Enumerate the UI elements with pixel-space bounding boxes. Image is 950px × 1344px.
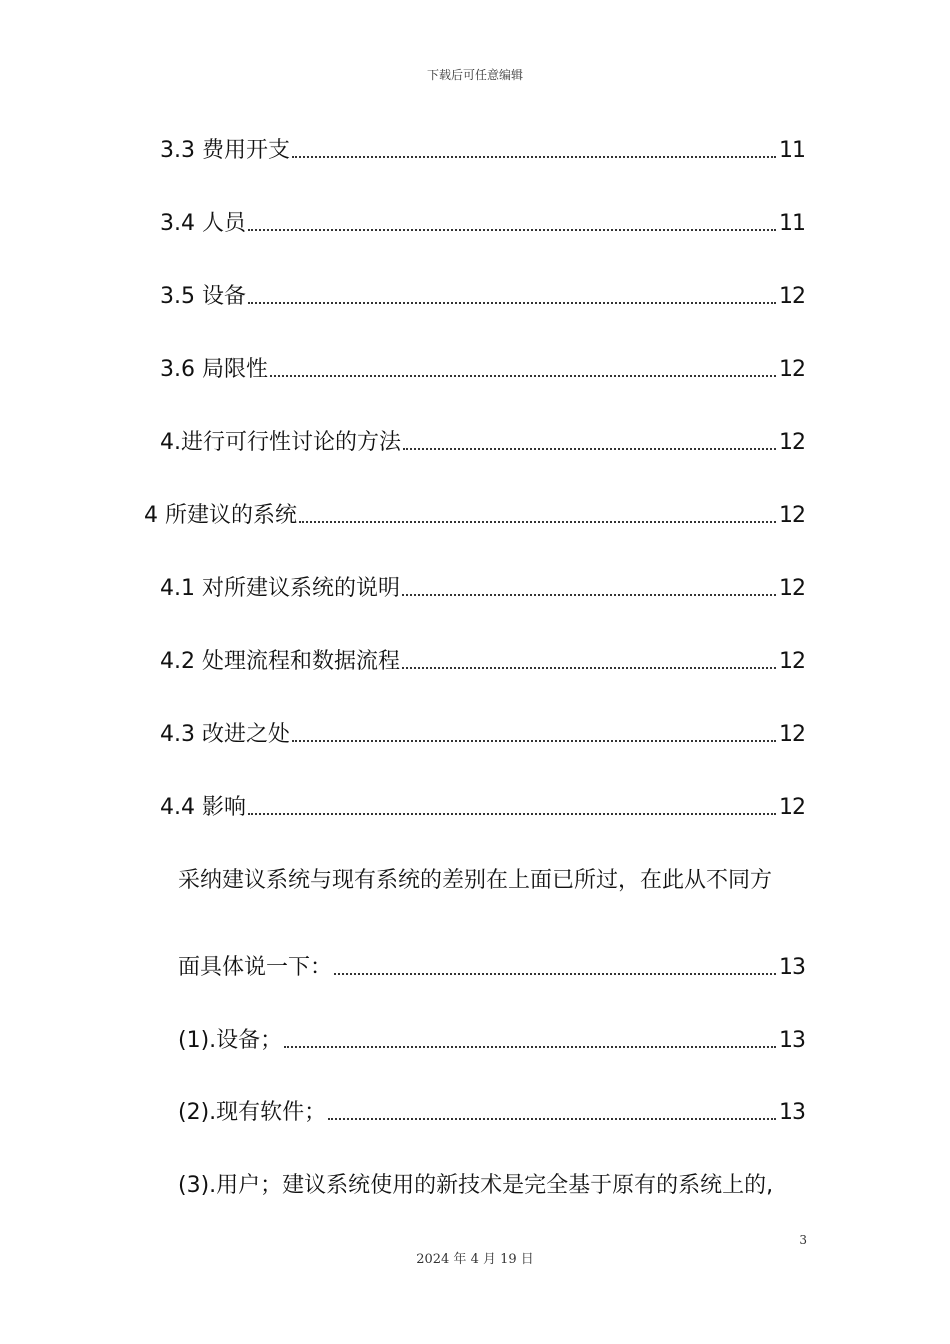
toc-dot-leader [284, 1046, 776, 1048]
toc-dot-leader [402, 594, 776, 596]
toc-dot-leader [292, 156, 776, 158]
toc-entry-label: 3.4 人员 [160, 211, 246, 236]
toc-entry-4-method[interactable] [160, 428, 805, 458]
toc-entry-page: 13 [779, 1100, 805, 1125]
toc-sub-entry-overview[interactable] [178, 953, 805, 983]
toc-sub-entry-software[interactable] [178, 1098, 805, 1128]
toc-entry-3-5[interactable] [160, 282, 805, 312]
toc-entry-page: 13 [779, 955, 805, 980]
toc-entry-3-6[interactable] [160, 355, 805, 385]
toc-entry-label: 4 所建议的系统 [144, 503, 297, 528]
toc-entry-4-3[interactable] [160, 720, 805, 750]
toc-entry-page: 12 [779, 284, 805, 309]
toc-entry-page: 12 [779, 430, 805, 455]
toc-entry-label: 4.4 影响 [160, 795, 246, 820]
toc-entry-label: 4.2 处理流程和数据流程 [160, 649, 400, 674]
toc-entry-label: 3.6 局限性 [160, 357, 268, 382]
toc-entry-label: (1).设备； [178, 1028, 283, 1053]
toc-dot-leader [248, 813, 776, 815]
toc-entry-4-4[interactable] [160, 793, 805, 823]
toc-entry-label: 4.进行可行性讨论的方法 [160, 430, 401, 455]
toc-entry-3-3[interactable] [160, 136, 805, 166]
toc-dot-leader [270, 375, 776, 377]
toc-dot-leader [334, 973, 776, 975]
toc-entry-label: (2).现有软件； [178, 1100, 327, 1125]
toc-entry-label: 面具体说一下： [178, 955, 333, 980]
toc-entry-label: 3.3 费用开支 [160, 138, 290, 163]
toc-entry-page: 12 [779, 576, 805, 601]
toc-entry-page: 11 [779, 211, 805, 236]
toc-entry-page: 13 [779, 1028, 805, 1053]
toc-dot-leader [299, 521, 776, 523]
body-paragraph-line: (3).用户；建议系统使用的新技术是完全基于原有的系统上的, [178, 1173, 774, 1198]
toc-entry-page: 12 [779, 649, 805, 674]
toc-entry-label: 4.3 改进之处 [160, 722, 290, 747]
toc-entry-4-1[interactable] [160, 574, 805, 604]
toc-entry-page: 12 [779, 503, 805, 528]
toc-entry-page: 12 [779, 795, 805, 820]
page-header-note: 下载后可任意编辑 [426, 68, 523, 82]
toc-dot-leader [248, 302, 776, 304]
toc-dot-leader [248, 229, 776, 231]
toc-entry-4[interactable] [144, 501, 805, 531]
toc-dot-leader [403, 448, 776, 450]
toc-entry-page: 11 [779, 138, 805, 163]
toc-sub-entry-equipment[interactable] [178, 1026, 805, 1056]
toc-entry-page: 12 [779, 357, 805, 382]
toc-dot-leader [328, 1118, 776, 1120]
toc-entry-3-4[interactable] [160, 209, 805, 239]
toc-entry-label: 3.5 设备 [160, 284, 246, 309]
footer-date: 2024 年 4 月 19 日 [416, 1252, 534, 1267]
toc-entry-label: 4.1 对所建议系统的说明 [160, 576, 400, 601]
toc-dot-leader [402, 667, 776, 669]
toc-dot-leader [292, 740, 776, 742]
toc-entry-4-2[interactable] [160, 647, 805, 677]
page-number: 3 [799, 1233, 807, 1247]
body-paragraph-line: 采纳建议系统与现有系统的差别在上面已所过，在此从不同方 [178, 868, 773, 893]
toc-entry-page: 12 [779, 722, 805, 747]
